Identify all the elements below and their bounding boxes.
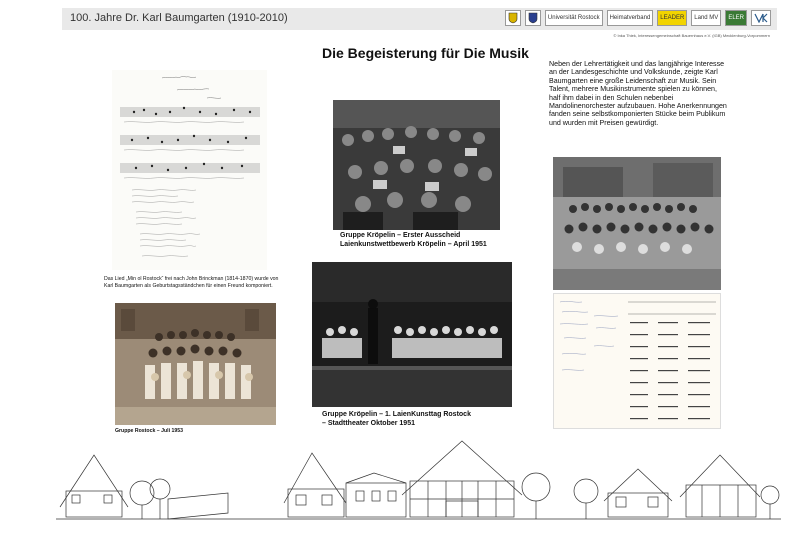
sponsor-logos xyxy=(505,10,771,26)
credit-line: © Inka Thiek, Interessengemeinschaft Bauernhaus e.V. (IGB) Mecklenburg-Vorpommern xyxy=(613,33,770,38)
photo-kroepelin-oktober-1951 xyxy=(312,262,512,407)
kroepelin-oktober-caption xyxy=(322,410,512,428)
name-list-document xyxy=(553,293,721,429)
kroepelin-april-caption xyxy=(340,231,510,249)
heimatverband-logo: Heimatverband xyxy=(607,10,654,26)
vk-logo-icon xyxy=(751,10,771,26)
photo-mandolin-orchestra xyxy=(553,157,721,290)
land-mv-logo: Land MV xyxy=(691,10,721,26)
kroepelin-april-caption-line2: Laienkunstwettbewerb Kröpelin – April 1951 xyxy=(340,241,487,248)
logo-icon xyxy=(525,10,541,26)
leader-logo: LEADER xyxy=(657,10,687,26)
eler-logo: ELER xyxy=(725,10,747,26)
intro-text: Neben der Lehrertätigkeit und das langjährige Interesse an der Landesgeschichte und Volkskunde, zeigte Karl Baumgarten eine große Leidenschaft zur Musik. Sein Talent, mehrere Musikinstrumente spielen zu können, half ihm dabei in den Schulen nebenbei Mandolinenorchester aufzubauen. Hohe Anerkennungen fanden seine selbstkomponierten Stücke beim Publikum und wurden mit Preisen gewürdigt. xyxy=(549,60,727,127)
header-bar xyxy=(62,8,777,30)
sheet-music-image xyxy=(112,70,267,270)
kroepelin-april-caption-line1: Gruppe Kröpelin – Erster Ausscheid xyxy=(340,232,461,239)
page-title: Die Begeisterung für Die Musik xyxy=(322,45,529,61)
farmhouse-drawings xyxy=(56,437,781,527)
song-caption: Das Lied „Min ol Rostock“ frei nach John Brinckman (1814-1870) wurde von Karl Baumgarten als Geburtstagsständchen für einen Freund komponiert. xyxy=(104,276,279,289)
rostock-caption: Gruppe Rostock – Juli 1953 xyxy=(115,428,184,434)
university-logo: Universität Rostock xyxy=(545,10,603,26)
kroepelin-oktober-caption-line2: – Stadttheater Oktober 1951 xyxy=(322,420,415,427)
logo-icon xyxy=(505,10,521,26)
kroepelin-oktober-caption-line1: Gruppe Kröpelin – 1. LaienKunsttag Rostock xyxy=(322,411,471,418)
header-title: 100. Jahre Dr. Karl Baumgarten (1910-2010) xyxy=(70,12,288,24)
photo-rostock-juli-1953 xyxy=(115,303,276,425)
photo-kroepelin-april-1951 xyxy=(333,100,500,230)
